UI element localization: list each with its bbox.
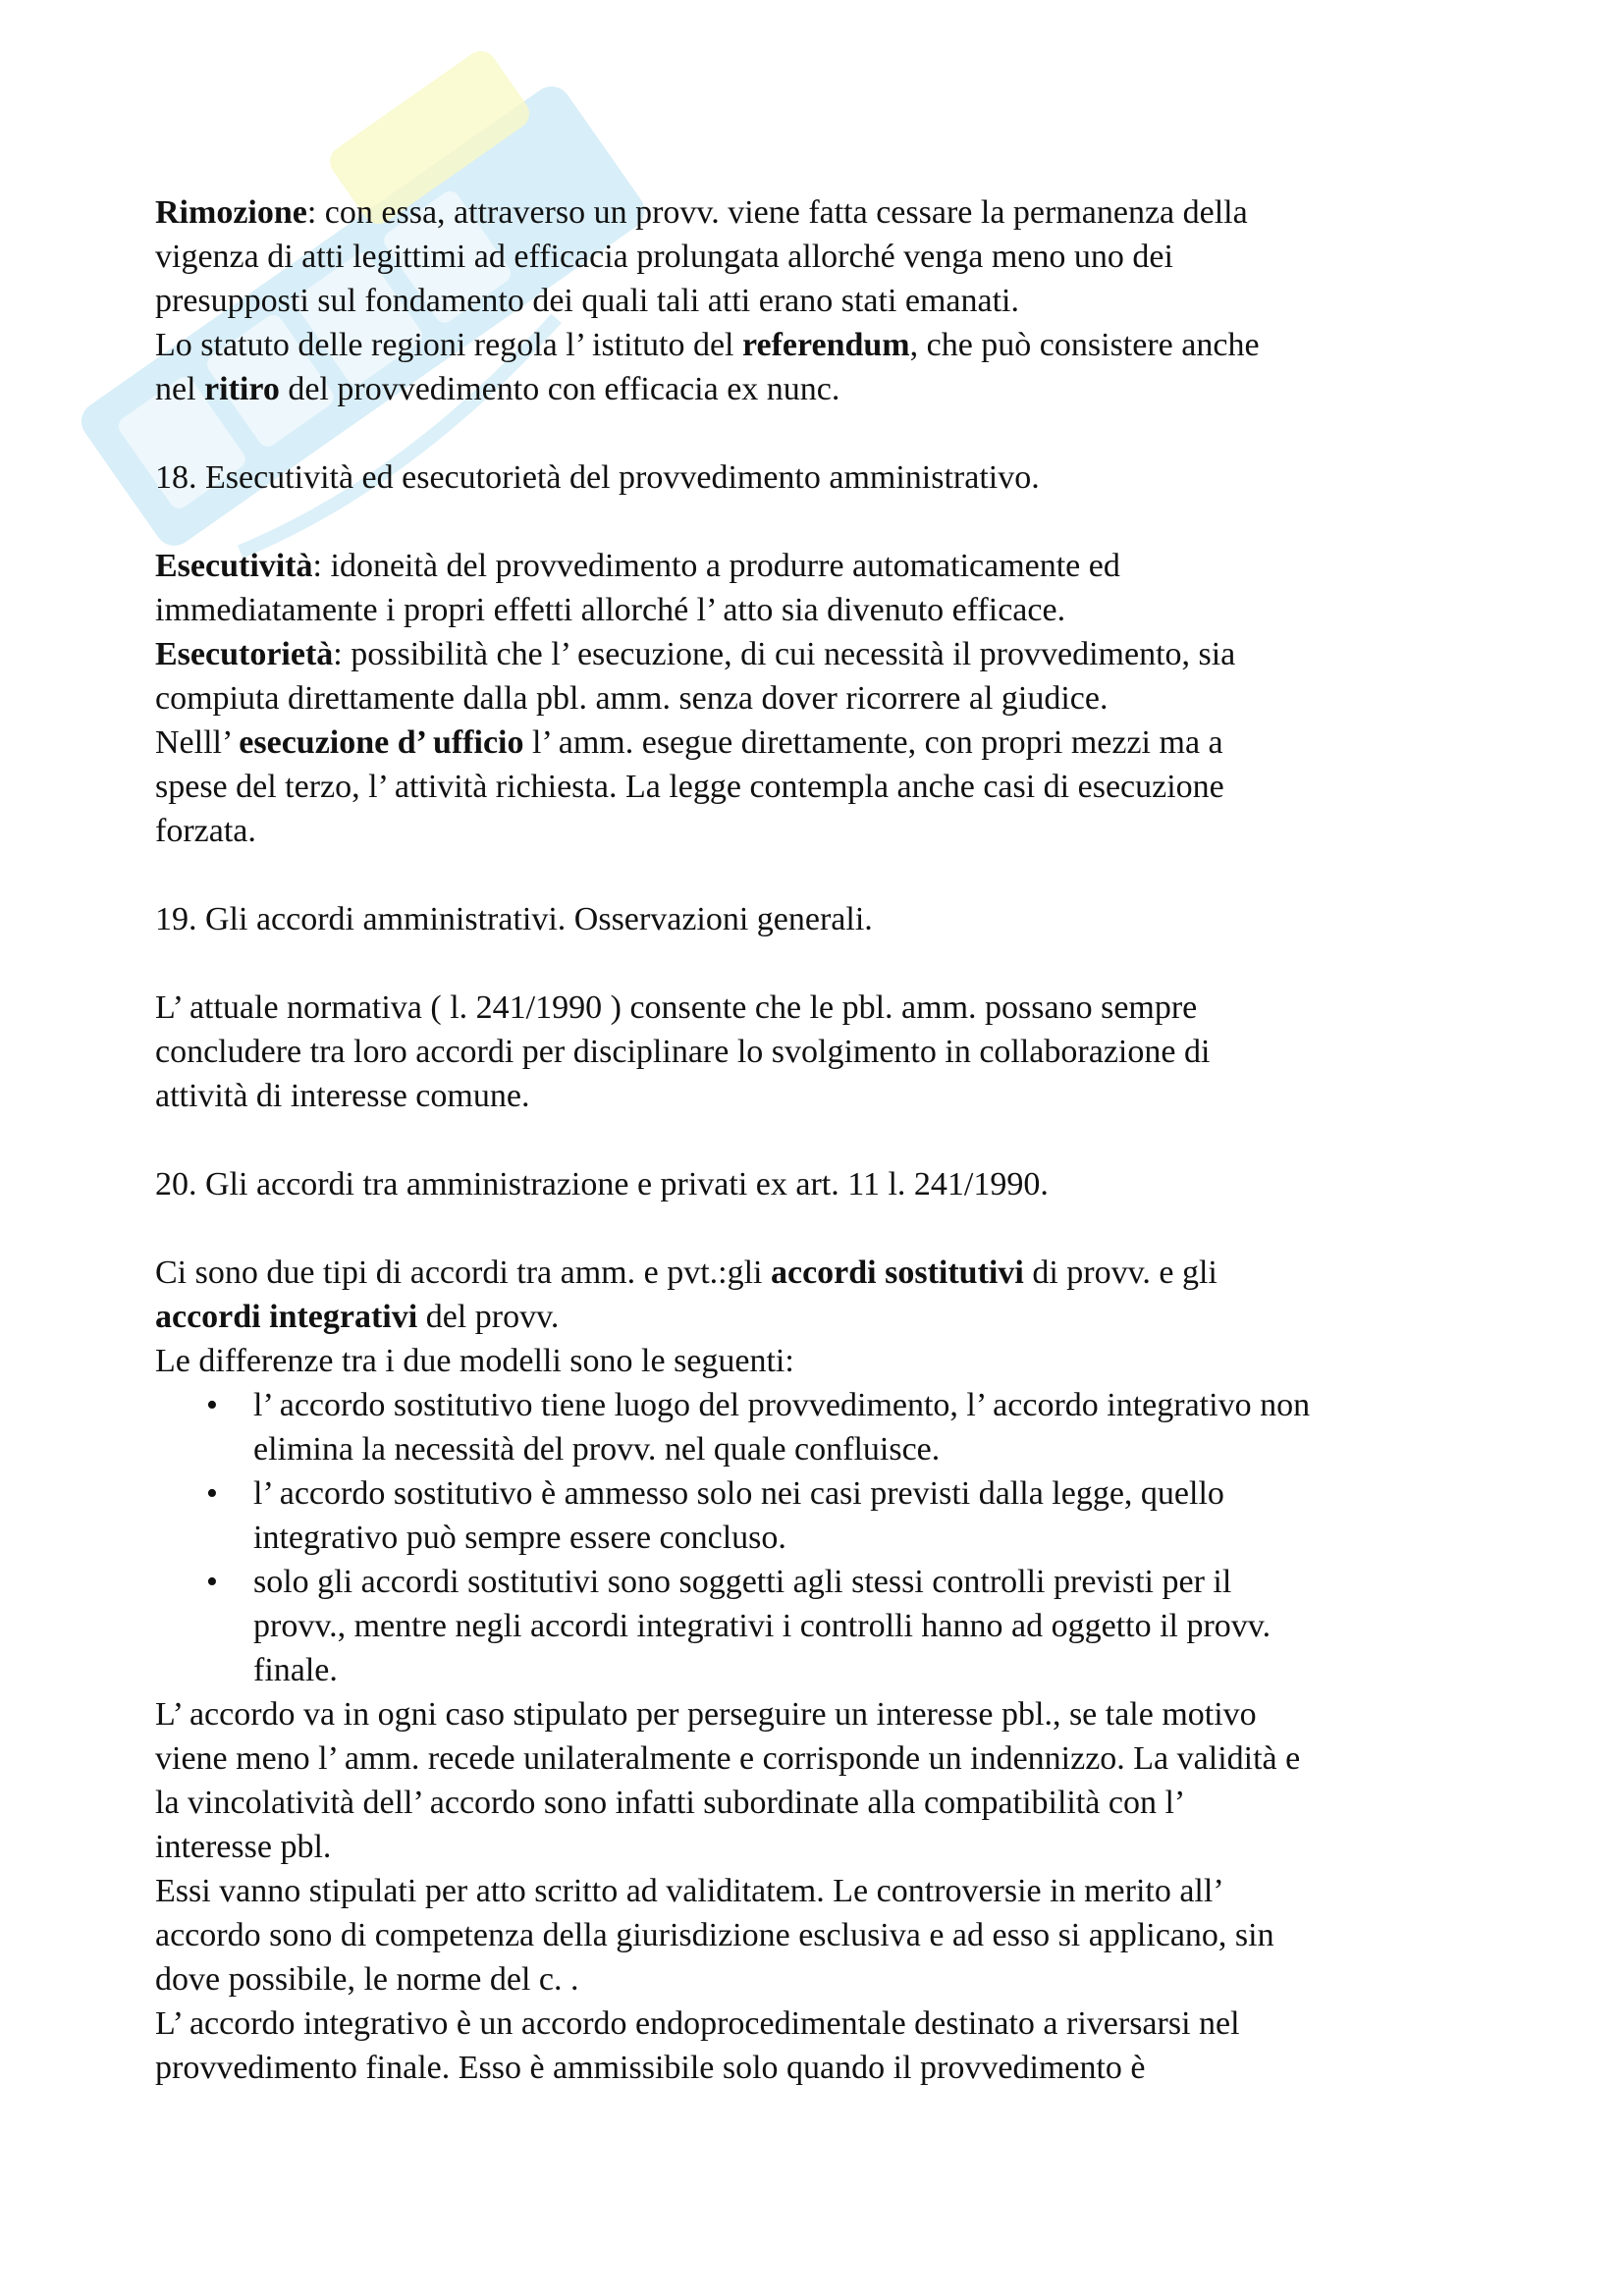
paragraph-gap: [155, 411, 1490, 455]
list-item-continuation: elimina la necessità del provv. nel quale confluisce.: [253, 1431, 941, 1468]
text-line: compiuta direttamente dalla pbl. amm. senza dover ricorrere al giudice.: [155, 680, 1109, 717]
term-bold: esecuzione d’ ufficio: [239, 724, 524, 761]
text-line: [155, 544, 1490, 588]
text-span: : possibilità che l’ esecuzione, di cui necessità il provvedimento, sia: [333, 636, 1236, 672]
text-span: Nelll’: [155, 724, 240, 761]
text-line: [155, 367, 1490, 411]
paragraph-gap: [155, 1206, 1490, 1251]
text-line: L’ attuale normativa ( l. 241/1990 ) consente che le pbl. amm. possano sempre: [155, 989, 1198, 1026]
document-body: [155, 190, 1490, 2090]
text-line: [155, 632, 1490, 676]
text-span: del provvedimento con efficacia ex nunc.: [279, 371, 840, 407]
list-item: [155, 1471, 1490, 1516]
text-span: nel: [155, 371, 205, 407]
section-heading-19: 19. Gli accordi amministrativi. Osservazioni generali.: [155, 901, 873, 937]
text-line: Essi vanno stipulati per atto scritto ad validitatem. Le controversie in merito all’: [155, 1873, 1224, 1909]
text-line: dove possibile, le norme del c. .: [155, 1961, 579, 1998]
text-line: [155, 323, 1490, 367]
paragraph-gap: [155, 853, 1490, 897]
text-line: L’ accordo integrativo è un accordo endoprocedimentale destinato a riversarsi nel: [155, 2005, 1240, 2042]
text-line: concludere tra loro accordi per disciplinare lo svolgimento in collaborazione di: [155, 1034, 1211, 1070]
term-bold: Esecutività: [155, 548, 313, 584]
section-heading-18: 18. Esecutività ed esecutorietà del provvedimento amministrativo.: [155, 459, 1040, 496]
term-bold: accordi integrativi: [155, 1299, 418, 1335]
text-span: l’ accordo sostitutivo tiene luogo del provvedimento, l’ accordo integrativo non: [253, 1387, 1311, 1423]
section-heading-20: 20. Gli accordi tra amministrazione e privati ex art. 11 l. 241/1990.: [155, 1166, 1049, 1202]
text-line: presupposti sul fondamento dei quali tali atti erano stati emanati.: [155, 283, 1019, 319]
text-line: la vincolatività dell’ accordo sono infatti subordinate alla compatibilità con l’: [155, 1785, 1186, 1821]
list-item-continuation: finale.: [253, 1652, 338, 1688]
text-line: [155, 1251, 1490, 1295]
paragraph-gap: [155, 941, 1490, 986]
list-item: [155, 1560, 1490, 1604]
text-span: del provv.: [417, 1299, 560, 1335]
term-bold: accordi sostitutivi: [771, 1255, 1024, 1291]
bullet-icon: •: [206, 1564, 218, 1600]
text-line: vigenza di atti legittimi ad efficacia prolungata allorché venga meno uno dei: [155, 239, 1173, 275]
text-line: [155, 721, 1490, 765]
text-span: di provv. e gli: [1023, 1255, 1217, 1291]
text-line: [155, 190, 1490, 235]
text-line: interesse pbl.: [155, 1829, 332, 1865]
text-span: : con essa, attraverso un provv. viene fatta cessare la permanenza della: [306, 194, 1248, 231]
text-line: accordo sono di competenza della giurisdizione esclusiva e ad esso si applicano, sin: [155, 1917, 1274, 1953]
text-span: l’ accordo sostitutivo è ammesso solo nei casi previsti dalla legge, quello: [253, 1475, 1224, 1512]
text-line: spese del terzo, l’ attività richiesta. La legge contempla anche casi di esecuzione: [155, 769, 1224, 805]
term-bold: ritiro: [204, 371, 280, 407]
term-bold: Esecutorietà: [155, 636, 334, 672]
term-bold: referendum: [742, 327, 910, 363]
text-line: Le differenze tra i due modelli sono le seguenti:: [155, 1343, 794, 1379]
paragraph-gap: [155, 500, 1490, 544]
text-span: Ci sono due tipi di accordi tra amm. e pvt.:gli: [155, 1255, 771, 1291]
text-span: l’ amm. esegue direttamente, con propri mezzi ma a: [523, 724, 1223, 761]
term-bold: Rimozione: [155, 194, 307, 231]
bullet-icon: •: [206, 1475, 218, 1512]
text-span: : idoneità del provvedimento a produrre automaticamente ed: [312, 548, 1120, 584]
text-line: viene meno l’ amm. recede unilateralmente e corrisponde un indennizzo. La validità e: [155, 1740, 1301, 1777]
text-line: forzata.: [155, 813, 256, 849]
text-line: provvedimento finale. Esso è ammissibile solo quando il provvedimento è: [155, 2050, 1146, 2086]
text-span: Lo statuto delle regioni regola l’ istituto del: [155, 327, 743, 363]
text-span: solo gli accordi sostitutivi sono soggetti agli stessi controlli previsti per il: [253, 1564, 1232, 1600]
text-line: [155, 1295, 1490, 1339]
bullet-icon: •: [206, 1387, 218, 1423]
list-item-continuation: provv., mentre negli accordi integrativi i controlli hanno ad oggetto il provv.: [253, 1608, 1271, 1644]
text-line: attività di interesse comune.: [155, 1078, 530, 1114]
text-line: L’ accordo va in ogni caso stipulato per perseguire un interesse pbl., se tale motivo: [155, 1696, 1257, 1733]
list-item-continuation: integrativo può sempre essere concluso.: [253, 1520, 786, 1556]
paragraph-gap: [155, 1118, 1490, 1162]
list-item: [155, 1383, 1490, 1427]
text-line: immediatamente i propri effetti allorché l’ atto sia divenuto efficace.: [155, 592, 1066, 628]
text-span: , che può consistere anche: [909, 327, 1260, 363]
